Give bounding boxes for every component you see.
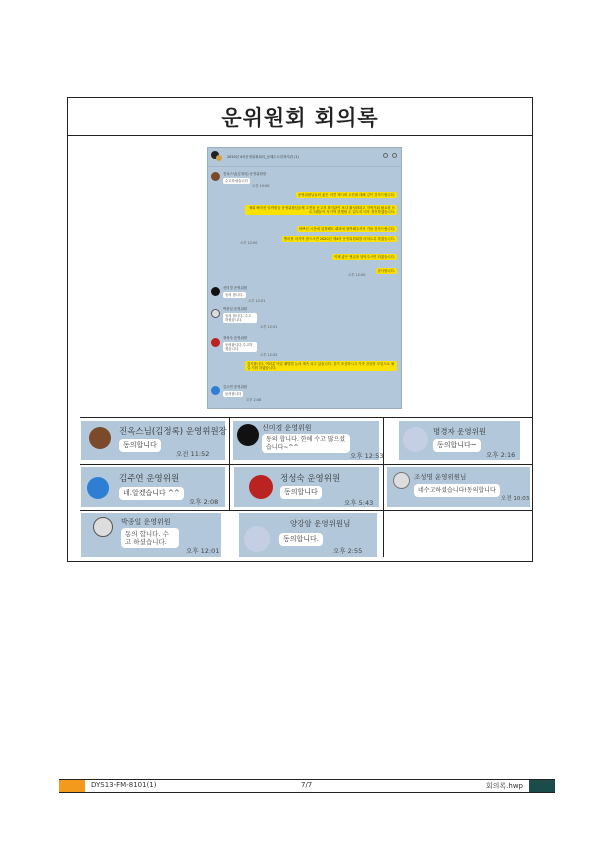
grid-divider: [80, 417, 532, 418]
document-title: 운위원회 회의록: [221, 105, 379, 130]
sender-name: 진옥스님(김정록) 운영위원장: [223, 172, 267, 176]
sender-name: 김주연 운영위원: [223, 385, 248, 389]
vote-card: [81, 421, 225, 460]
avatar: [237, 424, 259, 446]
chat-header: [208, 148, 401, 167]
menu-icon[interactable]: [392, 153, 397, 158]
avatar: [211, 386, 220, 395]
vote-message: 네.알겠습니다 ^^: [119, 487, 184, 500]
message-time: 오후 12:02: [260, 353, 278, 357]
my-message-bubble: 매회 빠지신 임직원들 운영위원님들께 고견을 듣고자 복지관이 보다 활성화되고 지역사회 필요한 프로그램들이 자기역 진행할 수 있도록 더욱 정진하겠습니다.: [245, 205, 397, 215]
message-time: 오후 2:08: [246, 398, 262, 402]
message-time: 오후 12:00: [348, 273, 366, 277]
vote-time: 오전 10:03: [501, 496, 530, 502]
vote-message: 동의합니다.: [279, 533, 323, 546]
message-bubble: 동의 합니다.: [225, 293, 244, 297]
message-time: 오후 12:00: [240, 241, 258, 245]
sender-name: 박종일 운영위원: [223, 307, 248, 311]
avatar: [249, 475, 273, 499]
search-icon[interactable]: [383, 153, 388, 158]
message-bubble: 동의합니다 수고하셨습니다.: [223, 342, 257, 352]
member-name: 진옥스님(김정록) 운영위원장: [119, 427, 227, 437]
page-number: 7/7: [301, 781, 313, 789]
vote-time: 오후 12:53: [350, 452, 384, 460]
avatar: [393, 472, 410, 489]
my-message-bubble: 빨리를 마지막 참으시면 2020년 제4차 운영위원회를 마치도록 하겠습니다.: [283, 237, 395, 241]
my-message-bubble: 이제 좋은 댓글을 달아주시면 되겠습니다.: [333, 255, 395, 259]
page-footer: [59, 779, 555, 793]
message-time: 오후 12:01: [260, 325, 278, 329]
vote-time: 오후 2:16: [486, 451, 516, 459]
chat-screenshot: [207, 147, 402, 409]
sender-name: 신미경 운영위원: [223, 286, 248, 290]
message-bubble: 수고하셨습니다: [225, 179, 248, 183]
vote-card: [81, 467, 225, 507]
grid-divider: [80, 510, 532, 511]
member-name: 명경자 운영위원: [433, 427, 487, 436]
avatar: [211, 309, 220, 318]
vote-card: [234, 467, 379, 507]
my-message-bubble: 바쁘신 시간에 일정해도 회의에 참여해주셔서 거듭 감사드립니다.: [299, 227, 395, 231]
grid-divider: [229, 417, 230, 510]
vote-time: 오후 2:55: [333, 547, 363, 555]
avatar: [403, 427, 428, 452]
message-time: 오후 12:01: [248, 299, 266, 303]
avatar: [87, 477, 109, 499]
member-name: 양강암 운영위원님: [290, 519, 351, 528]
message-time: 오전 10:00: [252, 184, 270, 188]
vote-card: [233, 421, 384, 460]
vote-card: [399, 421, 520, 460]
vote-message: 동의합니다: [119, 439, 161, 452]
footer-accent: [529, 780, 555, 792]
my-message-bubble: 감사합니다. 여러분 덕분 활발한 논의 계속 되고 있습니다. 감기 조심하시고 가족 건강한 모임으로 될길 기원 하겠습니다.: [245, 361, 397, 371]
file-name: 회의록.hwp: [485, 782, 523, 790]
member-name: 김주연 운영위원: [119, 474, 180, 484]
member-name: 정성숙 운영위원: [280, 474, 341, 484]
message-bubble: 동의 합니다. 수고 하셨습니다.: [223, 313, 257, 323]
vote-time: 오후 5:43: [344, 499, 374, 507]
vote-message: 동의 합니다. 한해 수고 많으셨습니다~^^: [262, 434, 350, 453]
member-name: 조성명 운영위원님: [414, 473, 467, 481]
sender-name: 정성숙 운영위원: [223, 336, 248, 340]
vote-message: 동의합니다~: [433, 439, 481, 452]
vote-message: 동의합니다: [280, 486, 322, 499]
avatar: [211, 172, 220, 181]
avatar: [211, 338, 220, 347]
vote-time: 오전 11:52: [176, 450, 210, 458]
form-code: DYS13-FM-8101(1): [91, 781, 157, 789]
vote-card: [387, 467, 530, 507]
my-message-bubble: 감사합니다.: [377, 269, 395, 273]
avatar: [93, 517, 113, 537]
member-name: 신미경 운영위원: [262, 424, 312, 432]
room-secondary-icon: [216, 155, 222, 161]
footer-accent: [59, 780, 85, 792]
vote-card: [239, 513, 377, 557]
vote-card: [81, 513, 221, 557]
vote-message: 네수고하셨습니다!동의합니다: [414, 484, 500, 497]
vote-time: 오후 2:08: [189, 498, 219, 506]
member-name: 박종일 운영위원: [121, 518, 171, 526]
avatar: [211, 287, 220, 296]
vote-time: 오후 12:01: [186, 547, 220, 555]
chat-title: 2020년 4차운영위원회의_동래수도한복지관 (1): [227, 155, 299, 159]
avatar: [244, 526, 270, 552]
grid-divider: [383, 417, 384, 557]
minutes-frame: [67, 97, 533, 562]
avatar: [89, 427, 111, 449]
grid-divider: [80, 464, 532, 465]
my-message-bubble: 운영위원님들의 좋은 의견 제시에 주신데 대해 깊이 감사드립니다.: [297, 193, 395, 197]
title-row: [68, 98, 532, 136]
message-bubble: 동의합니다: [225, 392, 242, 396]
vote-message: 동의 합니다. 수고 하셨습니다.: [121, 528, 179, 548]
